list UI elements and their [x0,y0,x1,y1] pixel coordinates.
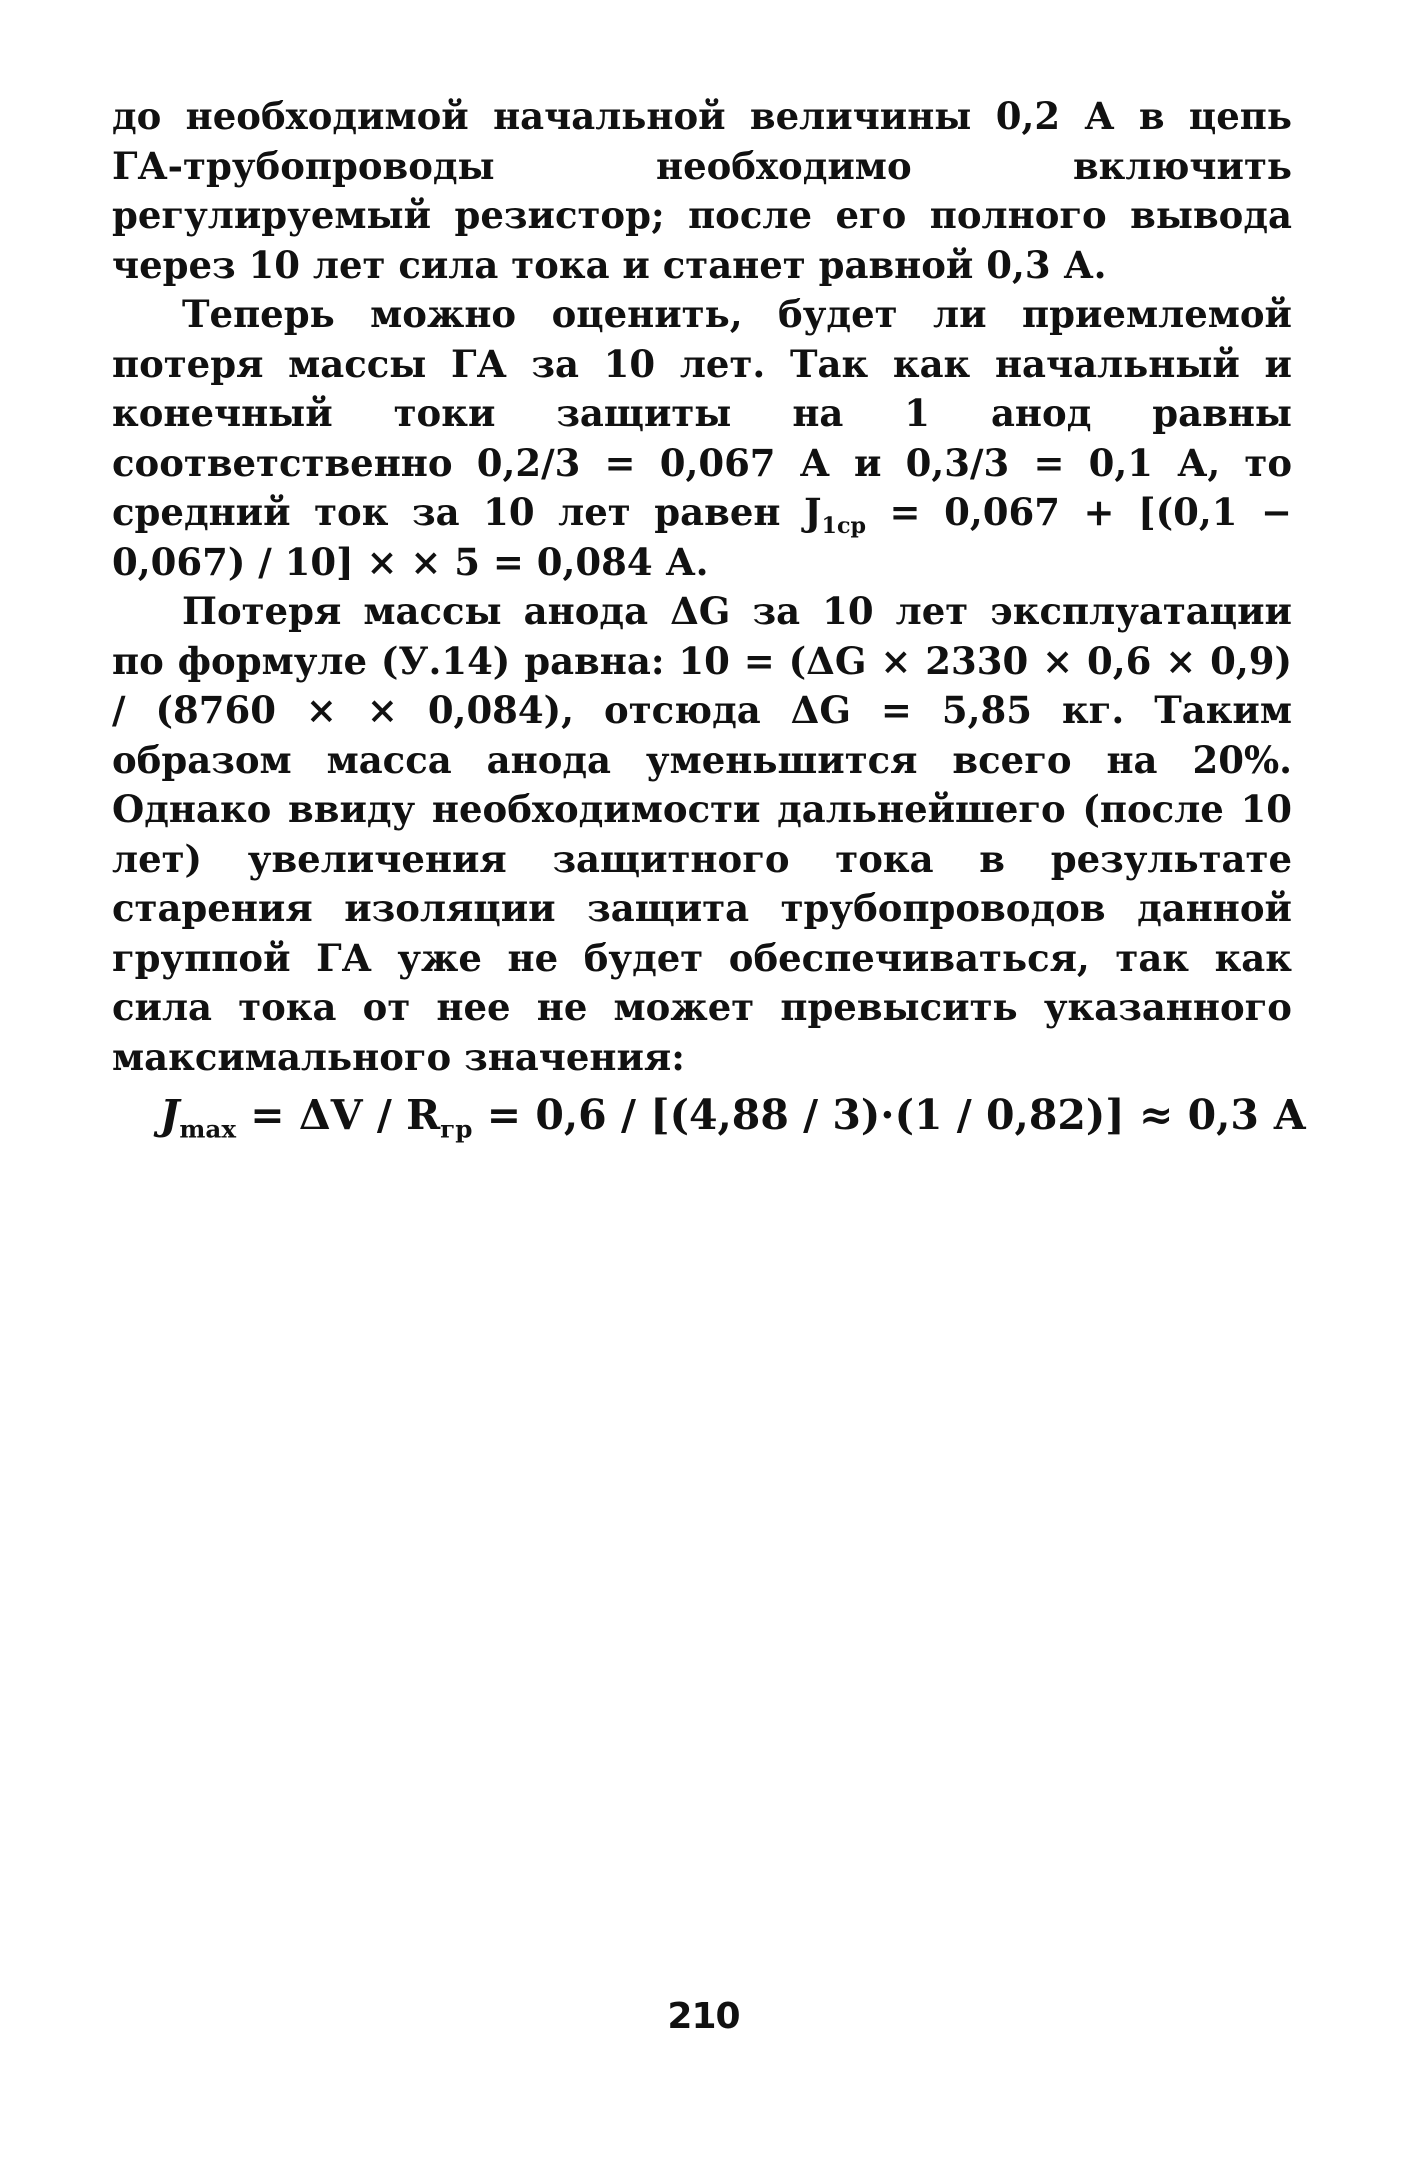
current-subscript: 1ср [821,512,866,539]
formula-tail: = 0,6 / [(4,88 / 3)·(1 / 0,82)] ≈ 0,3 А [472,1091,1307,1139]
formula-j-subscript: max [179,1114,237,1144]
formula-j-symbol: J [160,1091,180,1139]
page-body [112,92,1307,1144]
max-current-formula [112,1088,1307,1144]
formula-r-subscript: гр [440,1114,473,1144]
paragraph-anode-mass-loss: Потеря массы анода ΔG за 10 лет эксплуатации по формуле (У.14) равна: 10 = (ΔG × 2330 × 0,6 × 0,9) / (8760 × × 0,084), отсюда ΔG = 5,85 кг. Таким образом масса анода уменьшится всего на 20%. Однако ввиду необходимости дальнейшего (после 10 лет) увеличения защитного тока в результате старения изоляции защита трубопроводов данной группой ГА уже не будет обеспечиваться, так как сила тока от нее не может превысить указанного максимального значения: [112,589,1292,1079]
page-number: 210 [667,1996,740,2037]
paragraph-text-start: Теперь можно оценить, будет ли приемлемой потеря массы ГА за 10 лет. Так как начальный и конечный токи защиты на 1 анод равны соответственно 0,2/3 = 0,067 А и 0,3/3 = 0,1 А, то средний ток за 10 лет равен J [112,292,1292,534]
paragraph-mass-loss-estimate [112,290,1292,587]
paragraph-text-end: = 0,067 + [(0,1 − 0,067) / 10] × × 5 = 0,084 А. [112,490,1293,584]
paragraph-continuation: до необходимой начальной величины 0,2 А в цепь ГА-трубопроводы необходимо включить регулируемый резистор; после его полного вывода через 10 лет сила тока и станет равной 0,3 А. [112,94,1292,287]
formula-middle: = ΔV / R [236,1091,441,1139]
